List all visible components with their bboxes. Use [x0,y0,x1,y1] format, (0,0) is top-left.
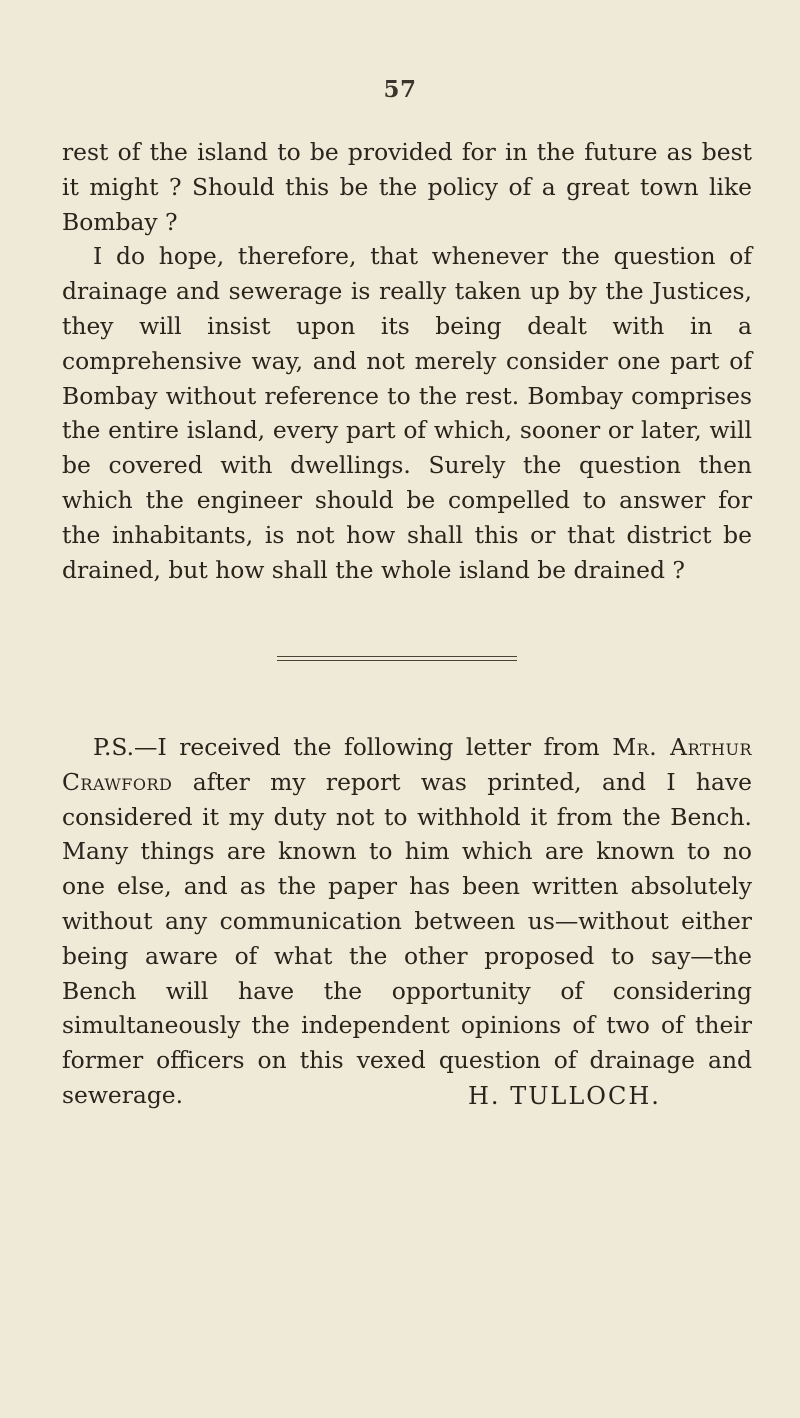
postscript [62,730,752,1113]
page-number: 57 [383,76,417,103]
postscript-person-name: Mr. Arthur Crawford [62,733,752,796]
paragraph-drainage: I do hope, therefore, that whenever the question of drainage and sewerage is really taken up by the Justices, they will insist upon its being dealt with in a comprehensive way, and not merely consider one part of Bombay without reference to the rest. Bombay comprises the entire island, every part of which, sooner or later, will be covered with dwellings. Surely the question then which the engineer should be compelled to answer for the inhabitants, is not how shall this or that district be drained, but how shall the whole island be drained ? [62,242,752,584]
section-divider-bottom [277,660,517,661]
postscript-lead: P.S.—I received the following letter from [93,733,600,761]
postscript-body: after my report was printed, and I have considered it my duty not to withhold it from the Bench. Many things are known to him which are known to no one else, and as the paper has been written absolutely without any communication between us—without either being aware of what the other proposed to say—the Bench will have the opportunity of considering simultaneously the independent opinions of two of their former officers on this vexed question of drainage and sewerage. [62,767,752,1109]
paragraph-continuation: rest of the island to be provided for in the future as best it might ? Should this be the policy of a great town like Bombay ? [62,138,752,236]
section-divider-top [277,656,517,657]
signature: H. TULLOCH. [468,1082,661,1110]
body-text [62,135,752,587]
